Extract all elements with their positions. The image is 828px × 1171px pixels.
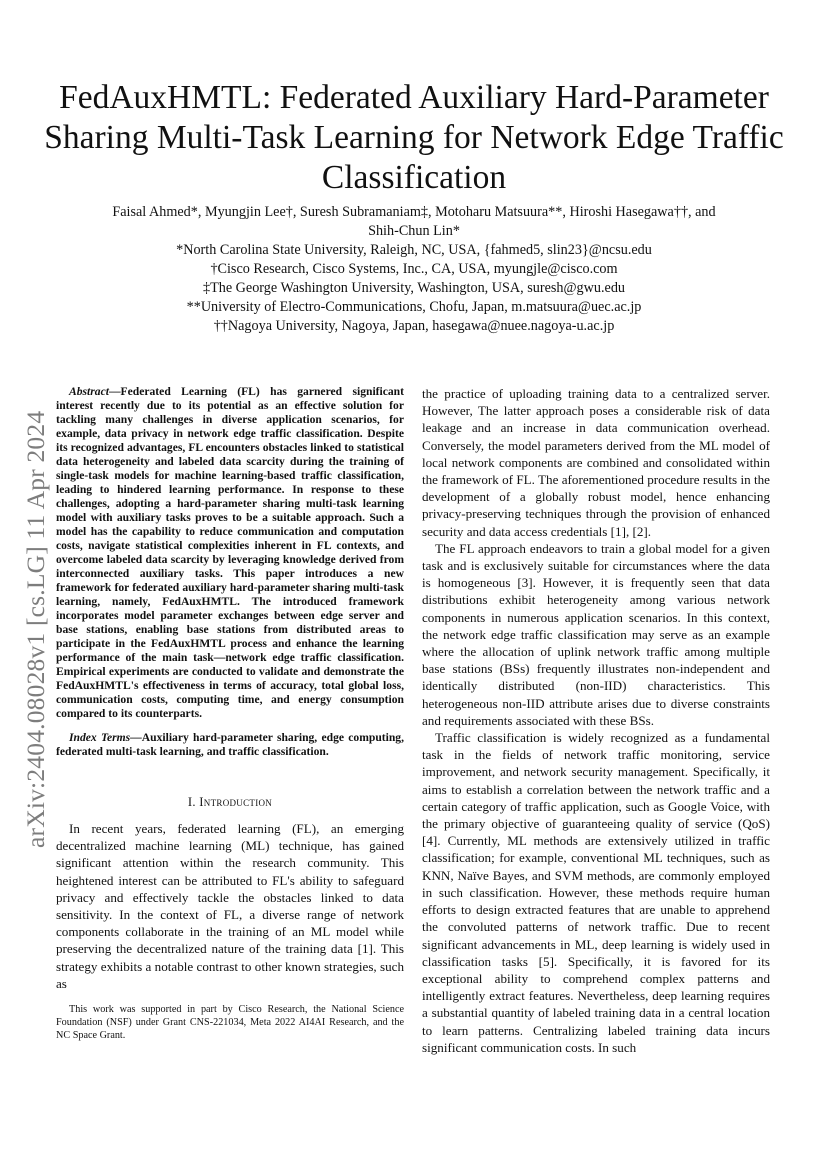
funding-footnote: This work was supported in part by Cisco Research, the National Science Foundation (NSF) under Grant CNS-221034, Meta 2022 AI4AI Research, and the NC Space Grant. xyxy=(56,1004,404,1041)
affiliation-uec: **University of Electro-Communications, Chofu, Japan, m.matsuura@uec.ac.jp xyxy=(186,299,642,315)
right-paragraph-1: the practice of uploading training data to a centralized server. However, The latter approach poses a considerable risk of data leakage and an increase in data communication overhead. Conversely, the model parameters derived from the ML model of local network components are combined and consolidated within the framework of FL. The aforementioned procedure results in the development of a globally robust model, hence enhancing privacy-preserving techniques through the provision of enhanced security and data access credentials [1], [2]. xyxy=(422,386,770,539)
paper-title: FedAuxHMTL: Federated Auxiliary Hard-Parameter Sharing Multi-Task Learning for Network Edge Traffic Classification xyxy=(44,79,784,196)
index-terms-lead: Index Terms xyxy=(69,731,131,744)
authors-line-2: Shih-Chun Lin* xyxy=(368,223,460,239)
right-column xyxy=(422,385,770,1056)
section-heading-introduction: I. Introduction xyxy=(187,795,273,809)
abstract-lead: Abstract xyxy=(69,385,109,398)
authors-line-1: Faisal Ahmed*, Myungjin Lee†, Suresh Subramaniam‡, Motoharu Matsuura**, Hiroshi Hasegawa††, and xyxy=(112,204,716,220)
index-terms-text: —Auxiliary hard-parameter sharing, edge computing, federated multi-task learning, and traffic classification. xyxy=(56,731,404,758)
arxiv-stamp: arXiv:2404.08028v1 [cs.LG] 11 Apr 2024 xyxy=(21,410,50,848)
affiliation-ncsu: *North Carolina State University, Raleigh, NC, USA, {fahmed5, slin23}@ncsu.edu xyxy=(176,242,652,258)
abstract xyxy=(56,385,404,721)
intro-paragraph-1: In recent years, federated learning (FL), an emerging decentralized machine learning (ML) technique, has gained significant attention within the research community. This heightened interest can be attributed to FL's ability to safeguard privacy and effectively tackle the obstacles linked to data sensitivity. In the context of FL, a diverse range of network components collaborate in the training of an ML model while preserving the decentralized nature of the training data [1]. This strategy exhibits a notable contrast to other known strategies, such as xyxy=(56,821,404,991)
affiliation-gwu: ‡The George Washington University, Washington, USA, suresh@gwu.edu xyxy=(202,280,626,296)
author-list xyxy=(60,203,768,241)
left-column xyxy=(56,385,404,992)
right-paragraph-2: The FL approach endeavors to train a global model for a given task and is exclusively suitable for circumstances where the data is homogeneous [3]. However, it is frequently seen that data distributions exhibit heterogeneity among various network components in numerous application scenarios. In this context, the network edge traffic classification may serve as an example where the allocation of uplink network traffic among multiple base stations (BSs) frequently illustrates non-independent and identically distributed (non-IID) characteristics. This heterogeneous non-IID attribute arises due to diverse constraints and requirements associated with these BSs. xyxy=(422,540,770,728)
affiliation-nagoya: ††Nagoya University, Nagoya, Japan, hasegawa@nuee.nagoya-u.ac.jp xyxy=(213,318,615,334)
right-paragraph-3: Traffic classification is widely recognized as a fundamental task in the fields of network traffic monitoring, service improvement, and network security management. Specifically, it aims to establish a correlation between the network traffic and a certain category of traffic application, such as Google Voice, with the primary objective of guaranteeing quality of service (QoS) [4]. Currently, ML methods are extensively utilized in traffic classification; for example, conventional ML techniques, such as KNN, Naïve Bayes, and SVM methods, are commonly employed in such classification. However, these methods require human efforts to design extracted features that are unable to apprehend the convoluted patterns of network traffic. Due to recent significant advancements in ML, deep learning is widely used in classification tasks [5]. Specifically, it is favored for its exceptional ability to comprehend complex patterns and intelligently extract features. Nevertheless, deep learning requires a substantial quantity of labeled training data in a central location to learn patterns. Centralizing labeled training data incurs significant communication costs. In such xyxy=(422,730,770,1055)
abstract-text: —Federated Learning (FL) has garnered significant interest recently due to its potential as an effective solution for tackling many challenges in diverse application scenarios, for example, data privacy in network edge traffic classification. Despite its recognized advantages, FL encounters obstacles linked to statistical data heterogeneity and labeled data scarcity during the training of single-task models for machine learning-based traffic classification, leading to hindered learning performance. In response to these challenges, adopting a hard-parameter sharing multi-task learning model with auxiliary tasks proves to be a suitable approach. Such a model has the capability to reduce communication and computation costs, navigate statistical complexities inherent in FL contexts, and overcome labeled data scarcity by leveraging knowledge derived from interconnected auxiliary tasks. This paper introduces a new framework for federated auxiliary hard-parameter sharing multi-task learning, namely, FedAuxHMTL. The introduced framework incorporates model parameter exchanges between edge server and base stations, enabling base stations from distributed areas to participate in the FedAuxHMTL process and enhance the learning performance of the main task—network edge traffic classification. Empirical experiments are conducted to validate and demonstrate the FedAuxHMTL's effectiveness in terms of accuracy, total global loss, communication costs, computing time, and energy consumption compared to its counterparts. xyxy=(56,385,404,720)
index-terms xyxy=(56,731,404,759)
affiliation-cisco: †Cisco Research, Cisco Systems, Inc., CA, USA, myungjle@cisco.com xyxy=(210,261,618,277)
